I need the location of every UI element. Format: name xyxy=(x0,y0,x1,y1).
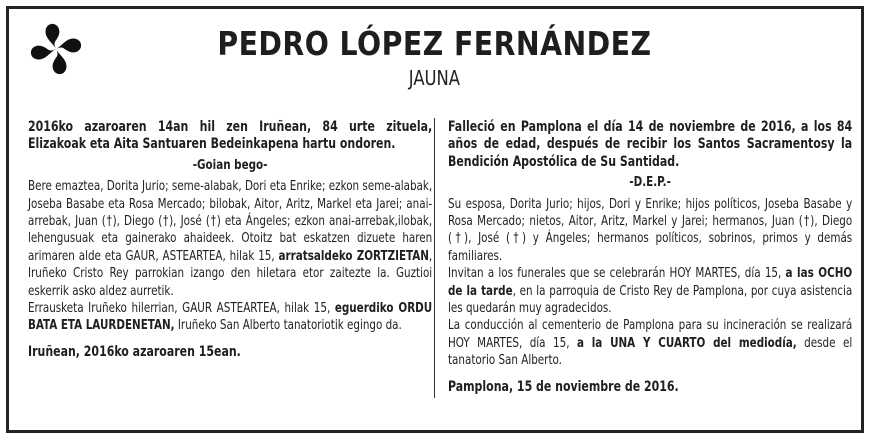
basque-heading: -Goian bego- xyxy=(192,157,268,173)
basque-cremation-rest: Iruñeko San Alberto tanatoriotik egingo da. xyxy=(174,318,402,334)
basque-funeral-rest: , Iruñeko Cristo Rey parrokian izango den hiletara etor zaitezte la. Guztioi eskerrik asko aldez aurretik. xyxy=(28,248,433,299)
basque-cremation-pre: Errausketa Iruñeko hilerrian, GAUR ASTEARTEA, hilak 15, xyxy=(28,301,335,317)
spanish-funeral-paragraph xyxy=(448,265,852,317)
basque-cremation-paragraph xyxy=(28,300,432,335)
honorific: JAUNA xyxy=(408,66,461,90)
spanish-cremation-paragraph xyxy=(448,317,852,369)
spanish-cremation-rest: desde el tanatorio San Alberto. xyxy=(448,335,853,369)
spanish-funeral-time: a las OCHO de la tarde xyxy=(448,266,853,299)
deceased-name: PEDRO LÓPEZ FERNÁNDEZ xyxy=(217,24,652,63)
basque-cremation-time: eguerdiko ORDU BATA ETA LAURDENETAN, xyxy=(28,301,433,334)
column-divider xyxy=(434,118,435,398)
spanish-column xyxy=(448,119,852,396)
spanish-intro: Falleció en Pamplona el día 14 de noviembre de 2016, a los 84 años de edad, después de recibir los Santos Sacramentosy la Bendición Apostólica de Su Santidad. xyxy=(448,119,853,170)
basque-signature: Iruñean, 2016ko azaroaren 15ean. xyxy=(28,343,241,360)
spanish-funeral-pre: Invitan a los funerales que se celebrarán HOY MARTES, día 15, xyxy=(448,266,786,282)
basque-family-paragraph xyxy=(28,178,432,300)
basque-funeral-time: arratsaldeko ZORTZIETAN xyxy=(278,248,429,264)
basque-intro: 2016ko azaroaren 14an hil zen Iruñean, 84 urte zituela, Elizakoak eta Aita Santuaren Bedeinkapena hartu ondoren. xyxy=(28,119,433,153)
spanish-signature: Pamplona, 15 de noviembre de 2016. xyxy=(448,378,679,395)
spanish-heading: -D.E.P.- xyxy=(629,175,671,191)
basque-column xyxy=(28,119,432,361)
spanish-family: Su esposa, Dorita Jurio; hijos, Dori y Enrike; hijos políticos, Joseba Basabe y Rosa Mercado; nietos, Aitor, Aritz, Markel y Jarei; hermanos, Juan (†), Diego (†), José (†) y Ángeles; hermanos políticos, sobrinos, primos y demás familiares. xyxy=(448,196,853,264)
basque-family: Bere emaztea, Dorita Jurio; seme-alabak, Dori eta Enrike; ezkon seme-alabak, Joseba Basabe eta Rosa Mercado; bilobak, Aitor, Aritz, Markel eta Jarei; anai-arrebak, Juan (†), Diego (†), José (†) eta Ángeles; ezkon anai-arrebak,ilobak, lehengusuak eta gainerako ahaideek. Otoitz bat eskatzen dizuete haren arimaren alde eta GAUR, ASTEARTEA, hilak 15, xyxy=(28,179,433,264)
spanish-cremation-pre: La conducción al cementerio de Pamplona para su incineración se realizará HOY MARTES, día 15, xyxy=(448,318,853,351)
spanish-cremation-time: a la UNA Y CUARTO del mediodía, xyxy=(576,335,797,351)
spanish-funeral-rest: , en la parroquia de Cristo Rey de Pamplona, por cuya asistencia les quedarán muy agradecidos. xyxy=(448,283,853,317)
